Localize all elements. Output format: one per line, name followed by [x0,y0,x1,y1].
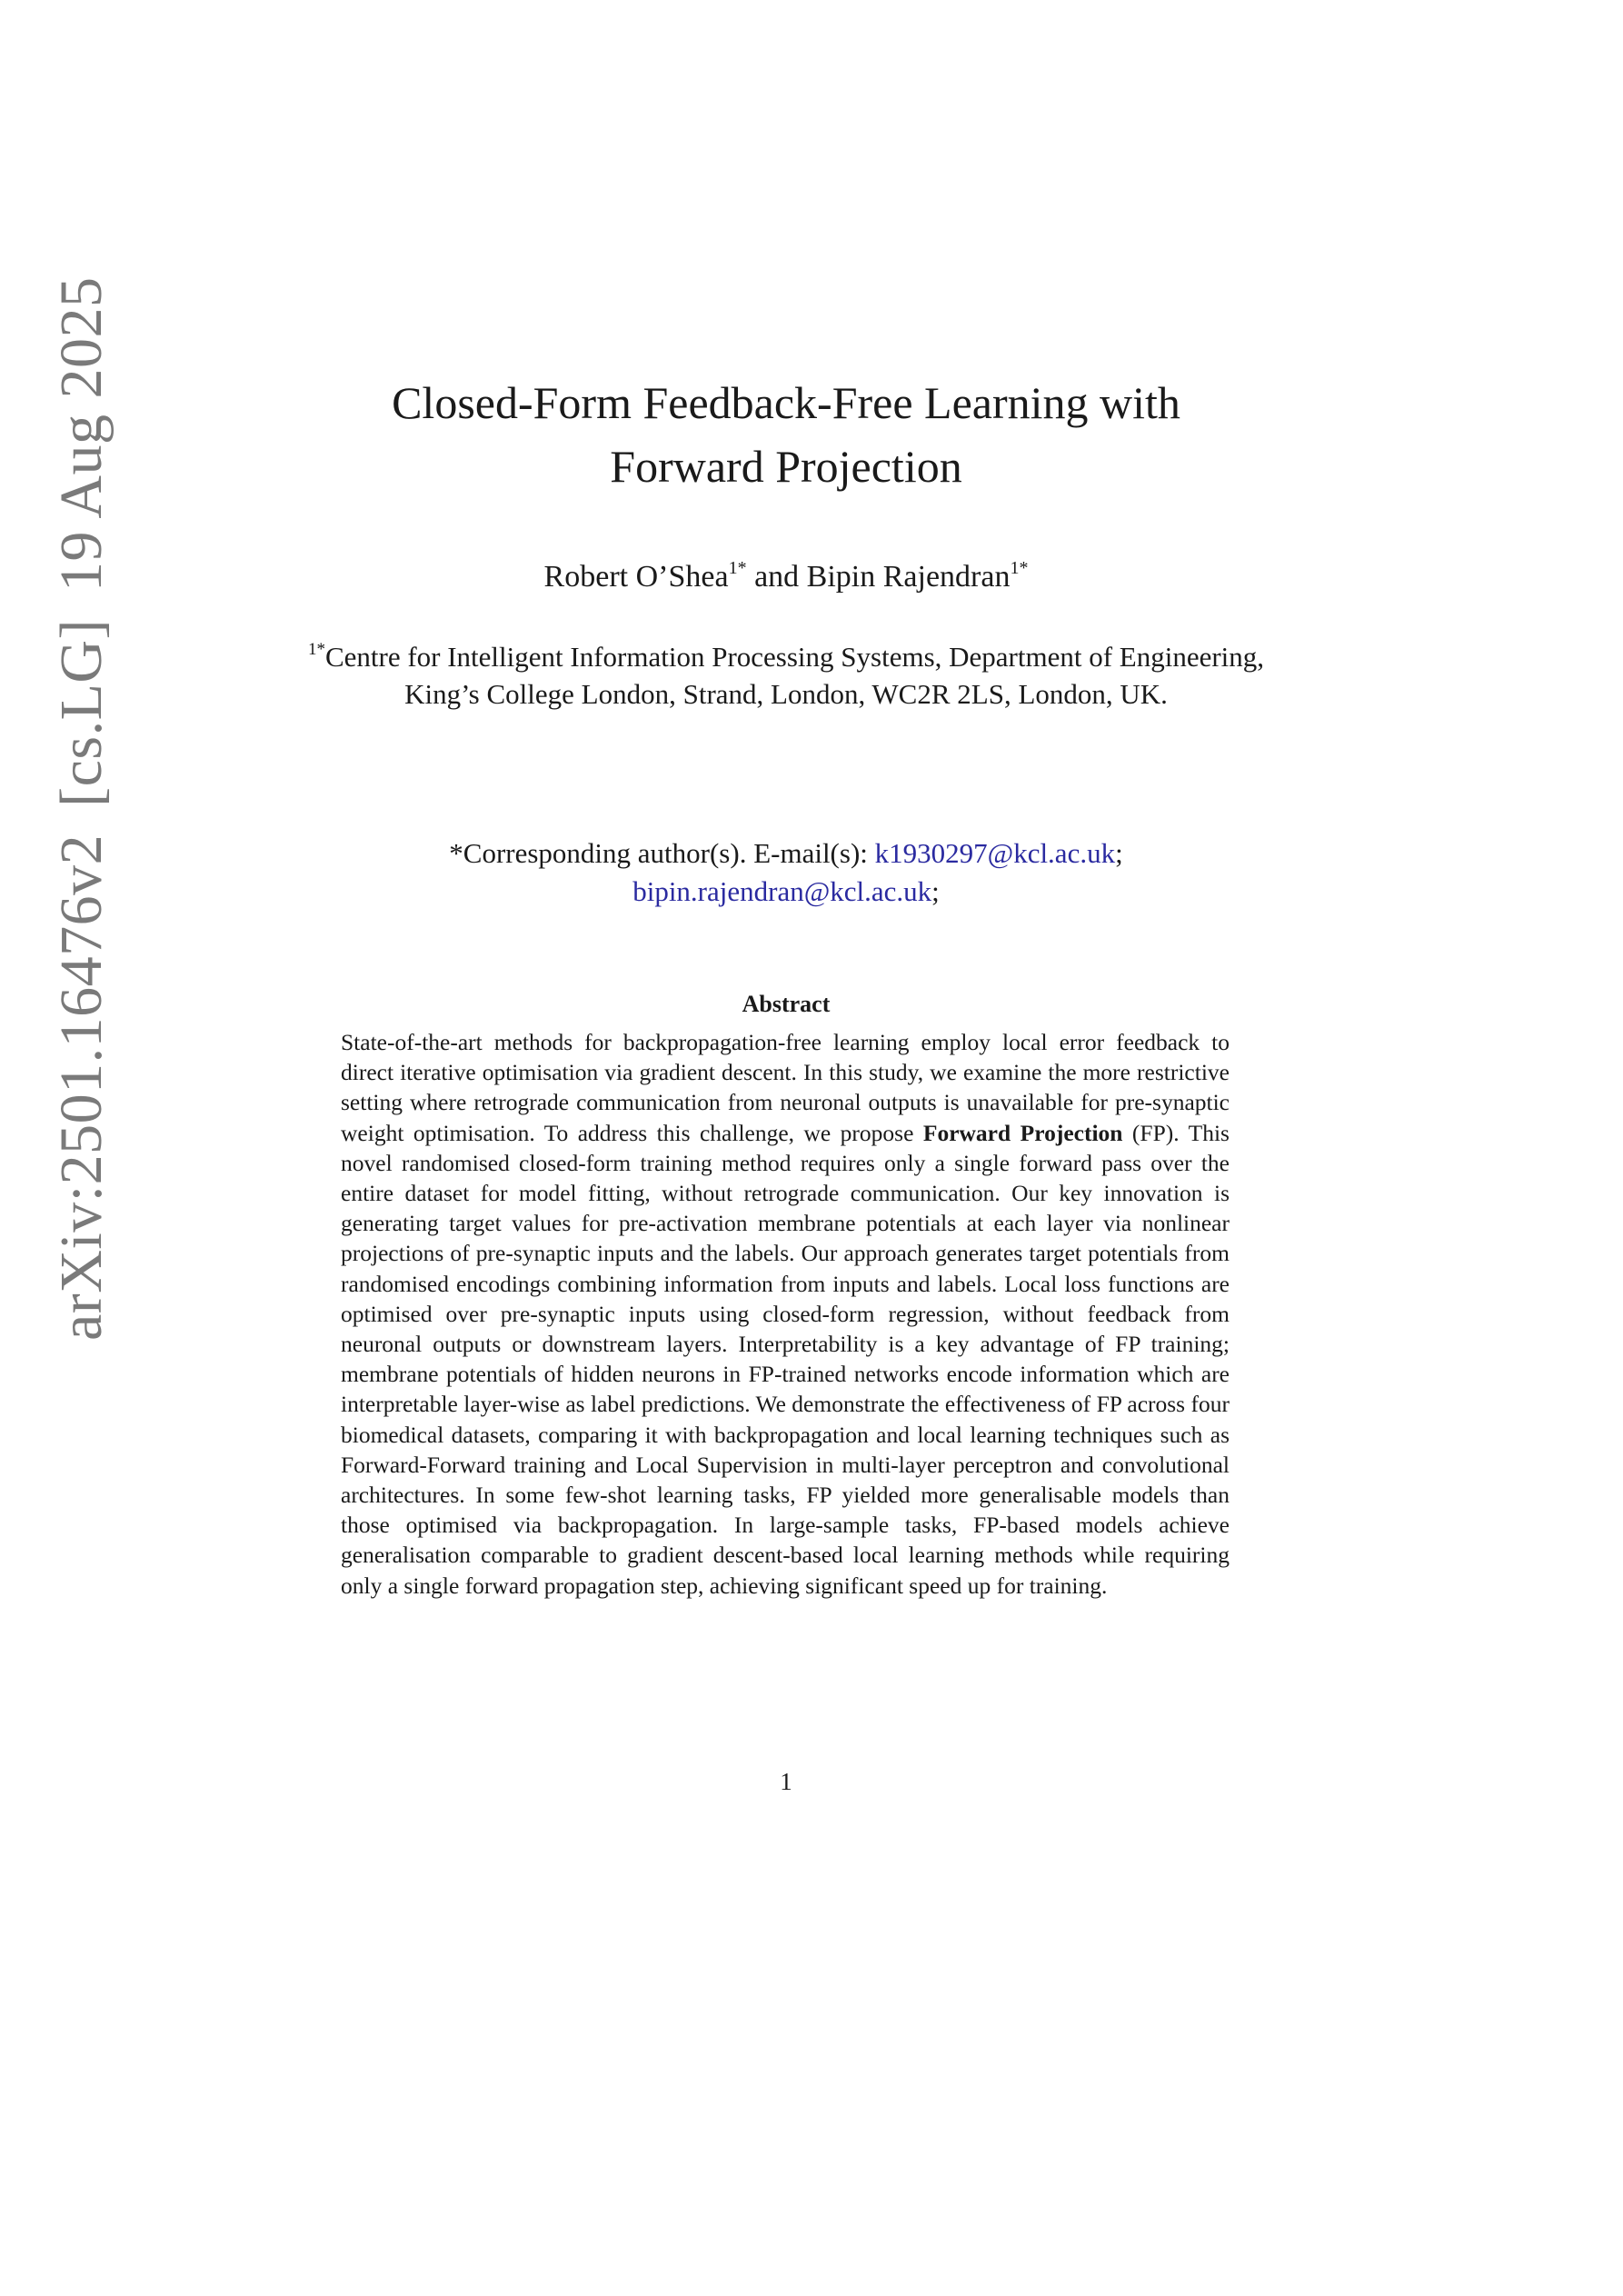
title-line-2: Forward Projection [610,441,962,492]
email-separator: ; [1115,837,1123,869]
affiliation-text: Centre for Intelligent Information Processing Systems, Department of Engineering, King’s College London, Strand, London, WC2R 2LS, London, UK. [324,641,1265,710]
abstract-text: (FP). This novel randomised closed-form training method requires only a single forward pass over the entire dataset for model fitting, without retrograde communication. Our key innovation is generating target values for pre-activation membrane potentials at each layer via nonlinear projections of pre-synaptic inputs and the labels. Our approach generates target potentials from randomised encodings combining information from inputs and labels. Local loss functions are optimised over pre-synaptic inputs using closed-form regression, without feedback from neuronal outputs or downstream layers. Interpretability is a key advantage of FP training; membrane potentials of hidden neurons in FP-trained networks encode information which are interpretable layer-wise as label predictions. We demonstrate the effectiveness of FP across four biomedical datasets, comparing it with backpropagation and local learning techniques such as Forward-Forward training and Local Supervision in multi-layer perceptron and convolutional architectures. In some few-shot learning tasks, FP yielded more generalisable models than those optimised via backpropagation. In large-sample tasks, FP-based models achieve generalisation comparable to gradient descent-based local learning methods while requiring only a single forward propagation step, achieving significant speed up for training. [341,1119,1230,1599]
affiliation [300,638,1272,713]
arxiv-date: 19 Aug 2025 [48,276,115,592]
paper-title [273,371,1299,498]
arxiv-identifier-stamp [47,276,116,1341]
author-conjunction: and [746,560,807,594]
email-link[interactable]: k1930297@kcl.ac.uk [874,837,1116,869]
title-line-1: Closed-Form Feedback-Free Learning with [392,377,1180,428]
abstract-heading: Abstract [742,991,831,1017]
email-separator: ; [931,875,940,907]
author-list [273,557,1299,597]
arxiv-category: [cs.LG] [48,618,115,807]
abstract-text: State-of-the-art methods for backpropagation-free learning employ local error feedback to direct iterative optimisation via gradient descent. In this study, we examine the more restrictive setting where retrograde communication from neuronal outputs is unavailable for pre-synaptic weight optimisation. To address this challenge, we propose [341,1029,1230,1146]
page-number: 1 [780,1768,792,1795]
arxiv-id: arXiv:2501.16476v2 [48,834,115,1341]
abstract-body [341,1027,1230,1601]
email-link[interactable]: bipin.rajendran@kcl.ac.uk [632,875,932,907]
affiliation-marker: 1* [1010,558,1029,578]
corresponding-label: *Corresponding author(s). E-mail(s): [449,837,868,869]
affiliation-marker: 1* [307,640,325,659]
corresponding-authors [300,834,1272,911]
abstract-emphasis: Forward Projection [922,1119,1123,1146]
author-name: Bipin Rajendran [806,560,1011,594]
affiliation-marker: 1* [728,558,747,578]
author-name: Robert O’Shea [543,560,729,594]
